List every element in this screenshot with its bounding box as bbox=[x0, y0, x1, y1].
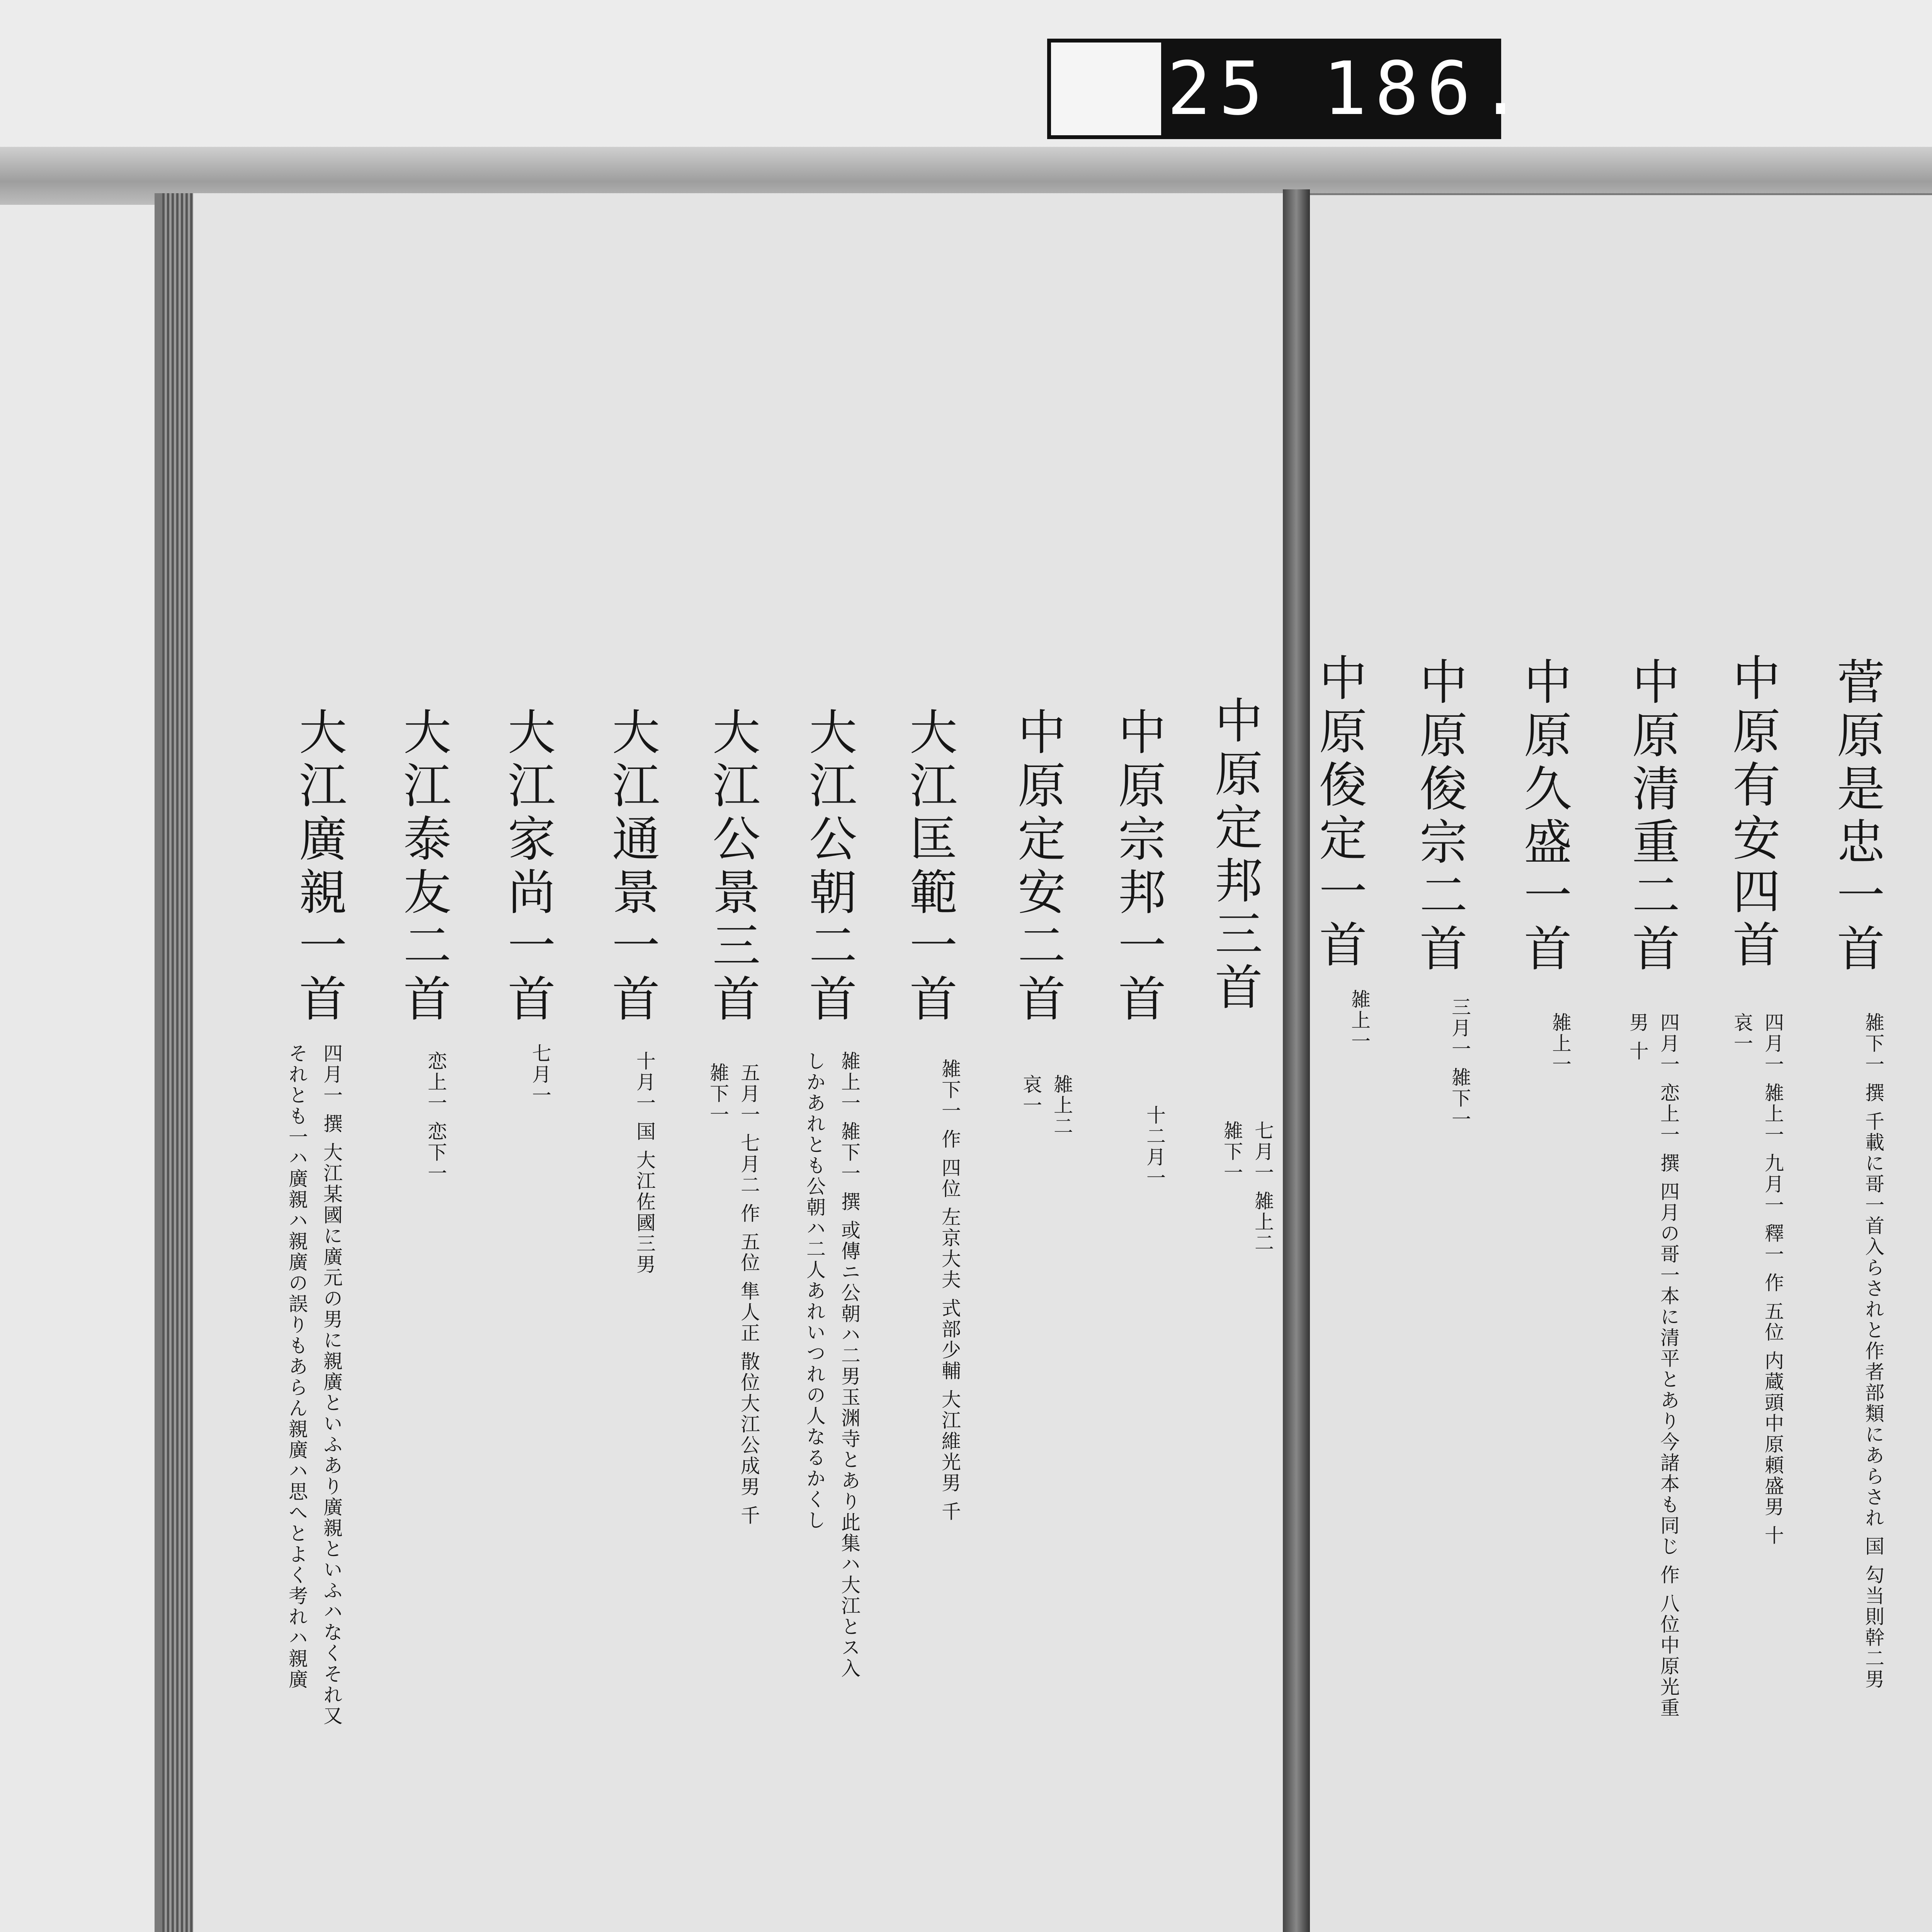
entry-note: 三月一 雑下一 bbox=[1449, 997, 1471, 1130]
entry-name: 大江通景一首 bbox=[604, 707, 660, 1027]
entry-name: 中原定邦三首 bbox=[1207, 696, 1262, 1015]
entry-note: 雑下一 作 四位 左京大夫 式部少輔 大江維光男 千 bbox=[939, 1059, 961, 1522]
entry-note: 雑下一 bbox=[1221, 1121, 1243, 1183]
entry-name: 中原宗邦一首 bbox=[1110, 707, 1166, 1027]
entry-name: 中原久盛一首 bbox=[1516, 657, 1571, 977]
entry-name: 大江廣親一首 bbox=[291, 707, 347, 1027]
entry-name: 大江公朝二首 bbox=[801, 707, 857, 1027]
left-page-edges bbox=[162, 193, 193, 1932]
entry-note: 雑下一 bbox=[707, 1063, 729, 1125]
entry-note: 男 十 bbox=[1626, 1012, 1649, 1062]
book-gutter bbox=[1283, 189, 1310, 1932]
right-page bbox=[1308, 195, 1932, 1932]
entry-note: 雑上一 bbox=[1549, 1012, 1571, 1075]
entry-name: 中原定安二首 bbox=[1010, 707, 1065, 1027]
entry-note: 雑上二 bbox=[1051, 1074, 1073, 1137]
entry-name: 大江家尚一首 bbox=[500, 707, 555, 1027]
entry-name: 中原有安四首 bbox=[1725, 653, 1780, 973]
call-number-text: 25 186. bbox=[1167, 46, 1531, 131]
entry-name: 菅原是忠一首 bbox=[1829, 657, 1884, 977]
entry-note: 十月一 国 大江佐國三男 bbox=[633, 1051, 656, 1275]
entry-note: 雑上一 雑下一 撰 或傳ニ公朝ハ二男玉渊寺とあり此集ハ大江とス入 bbox=[838, 1051, 861, 1679]
label-blank-area bbox=[1051, 43, 1161, 135]
entry-name: 大江匡範一首 bbox=[901, 707, 957, 1027]
entry-note: 哀一 bbox=[1020, 1074, 1042, 1116]
entry-note: 恋上一 恋下一 bbox=[425, 1051, 447, 1184]
entry-note: 雑下一 撰 千載に哥一首入らされと作者部類にあらされ 国 勾当則幹二男 bbox=[1862, 1012, 1884, 1690]
background bbox=[0, 0, 1932, 155]
entry-note: 四月一 撰 大江某國に廣元の男に親廣といふあり廣親といふハなくそれ又 bbox=[320, 1043, 343, 1726]
entry-note: 七月一 bbox=[529, 1043, 551, 1106]
entry-note: それとも一ハ廣親ハ親廣の誤りもあらん親廣ハ思へとよく考れハ親廣 bbox=[286, 1043, 308, 1690]
entry-note: 哀一 bbox=[1731, 1012, 1753, 1054]
entry-note: 十二月一 bbox=[1143, 1105, 1166, 1189]
entry-name: 中原清重二首 bbox=[1624, 657, 1680, 977]
entry-name: 大江公景三首 bbox=[704, 707, 760, 1027]
entry-note: 雑上一 bbox=[1348, 989, 1371, 1052]
entry-note: 四月一 雑上一 九月一 釋一 作 五位 内蔵頭中原頼盛男 十 bbox=[1762, 1012, 1784, 1546]
entry-note: しかあれとも公朝ハ二人あれいつれの人なるかくし bbox=[803, 1051, 826, 1531]
entry-name: 中原俊宗二首 bbox=[1412, 657, 1467, 977]
entry-note: 五月一 七月二 作 五位 隼人正 散位大江公成男 千 bbox=[738, 1063, 760, 1526]
entry-name: 中原俊定一首 bbox=[1311, 653, 1367, 973]
entry-note: 七月一 雑上二 bbox=[1252, 1121, 1274, 1253]
entry-note: 四月一 恋上一 撰 四月の哥一本に清平とあり今諸本も同じ 作 八位中原光重 bbox=[1657, 1012, 1680, 1719]
entry-name: 大江泰友二首 bbox=[395, 707, 451, 1027]
